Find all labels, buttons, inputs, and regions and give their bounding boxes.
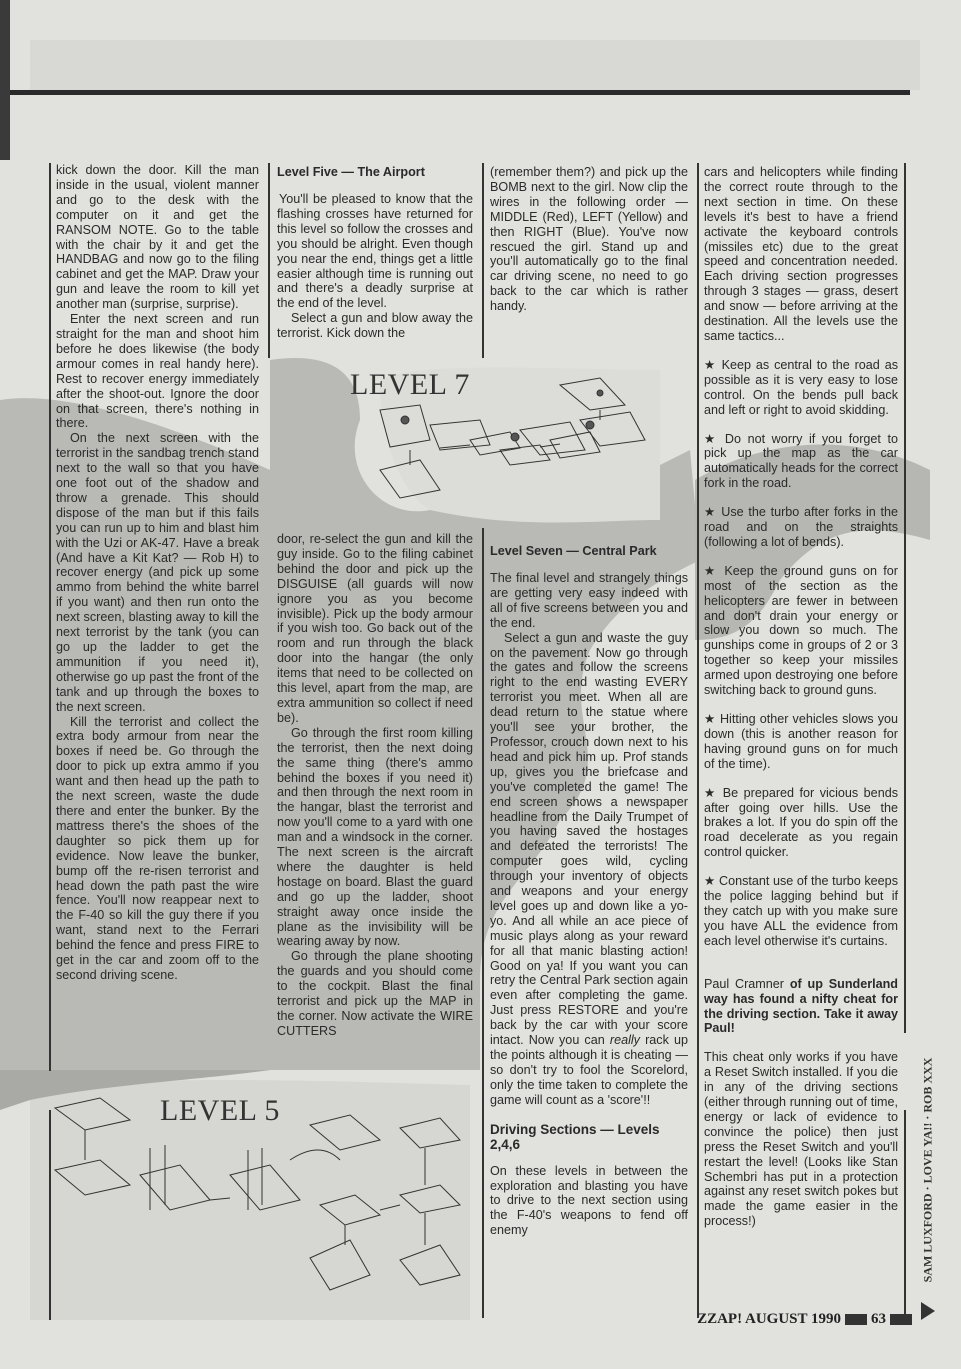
col1-paragraph-4: Kill the terrorist and collect the extra body armour from near the boxes if need be. Go through the door to pick up extra ammo if you want and then head up the path to the next screen, waste the dude there and enter the bunker. By the mattress there's the shoes of the daughter so pick them up for evidence. Now leave the bunker, bump off the re-risen terrorist and head down the path past the wire fence. You'll now reappear next to the F-40 so kill the guy there if you want, stand next to the Ferrari behind the fence and press FIRE to get in the car and zoom off to the second driving scene. [56,714,259,982]
tip-5: ★ Hitting other vehicles slows you down (this is another reason for having ground guns on for much of the time). [704,712,898,771]
col2-paragraph-2: Select a gun and blow away the terrorist. Kick down the [277,311,473,341]
col3-p3-italic: really [609,1033,640,1048]
col1-paragraph-1: kick down the door. Kill the man inside in the usual, violent manner and go to the desk with the computer on it and get the RANSOM NOTE. Go to the table with the chair by it and get the HANDBAG and now go to the filing cabinet and get the MAP. Draw your gun and leave the room to kill yet another man (surprise, surprise). [56,163,259,312]
cheat-intro-text: of up Sunderland way has found a nifty cheat for the driving section. Take it away Paul! [704,976,898,1036]
col2-paragraph-4: Go through the first room killing the terrorist, then the next doing the same thing (there's ammo behind the boxes if you need it) and then through the next room in the hangar, blast the terrorist and now you'll come to a yard with one man and a windsock in the corner. The next screen is the aircraft where the daughter is held hostage on board. Blast the guard and go up the ladder, shoot straight away once inside the plane as the invisibility will be wearing away by now. [277,725,473,949]
column-rule-left [49,163,51,1071]
side-credit [918,1040,938,1300]
column-rule-left-lower [49,1110,51,1320]
column-rule-3 [697,163,699,1318]
column-rule-2 [482,163,484,358]
heading-driving-sections: Driving Sections — Levels 2,4,6 [490,1121,660,1152]
level-7-label: LEVEL 7 [350,368,470,401]
column-3-bottom [490,544,688,1238]
col4-paragraph-1: cars and helicopters while finding the correct route through to the next section in time. On these levels it's best to have a friend activate the keyboard controls (missiles etc) due to the great speed and concentration needed. Each driving section progresses through 3 stages — grass, desert and snow — before arriving at the destination. All the levels use the same tactics... [704,165,898,343]
tip-4: ★ Keep the ground guns on for most of the section as the helicopters are fewer in between and don't drain your energy or slow you down so much. The gunships come in groups of 2 or 3 together so keep your missiles armed upon destroying one before switching back to ground guns. [704,563,898,698]
col3-paragraph-2: The final level and strangely things are getting very easy indeed with all of five screens between you and the end. [490,571,688,630]
triangle-arrow-icon [921,1302,935,1320]
column-3-top [490,165,688,314]
col3-p3-end: rack up the points although it is cheating — so don't try to fool the Scorelord, only the time taken to complete the game will count as a 'score'!! [490,1033,689,1107]
column-4 [704,165,898,1229]
column-rule-1 [268,163,270,358]
side-credit-text: SAM LUXFORD · LOVE YA!! · ROB XXX [920,1057,935,1283]
footer-magazine: ZZAP! AUGUST 1990 [697,1311,841,1327]
footer-block-icon-2 [890,1314,912,1325]
column-rule-2-lower [482,528,484,1318]
col1-paragraph-2: Enter the next screen and run straight for the man and shoot him before he does likewise (the body armour comes in real handy here). Rest to recover energy immediately after the shoot-out. Ignore the door on that screen, there's nothing in there. [56,312,259,431]
page-footer [697,1311,916,1328]
cheat-intro [704,977,898,1037]
tip-7: ★ Constant use of the turbo keeps the police lagging behind but if they catch up with you make sure you have ALL the evidence from each level otherwise it's curtains. [704,874,898,948]
col3-p3-text: Select a gun and waste the guy on the pavement. Now go through the gates and follow the screens right to the end wasting EVERY terrorist you meet. When all are dead return to the statue where you'll see your brother, the Professor, crouch down next to his head and pick him up. Prof stands up, gives you the briefcase and you've completed the game! The end screen shows a newspaper headline from the Daily Trumpet of you having saved the hostages and defeated the terrorists! The computer goes wild, cycling through your inventory of objects and weapons and your energy level goes up and down like a yo-yo. And all while an ace piece of music plays along as your reward for all that manic blasting action! Good on ya! If you want you can retry the Central Park section again even after completing the game. Just press RESTORE and you're back by the car with your score intact. Now you can [490,630,688,1048]
footer-block-icon [845,1314,867,1325]
level-5-label: LEVEL 5 [160,1094,280,1127]
column-rule-right-lower [904,1110,906,1320]
col2-paragraph-1: You'll be pleased to know that the flashing crosses have returned for this level so follow the crosses and you should be alright. Even though you near the end, things get a little easier although time is running out and there's a deadly surprise at the end of the level. [277,192,473,311]
cheat-text: This cheat only works if you have a Reset Switch installed. If you die in any of the driving sections (either through running out of time, energy or lack of evidence to convince the police) then just press the Reset Switch and you'll restart the level! (Looks like Stan Schembri has put in a protection against any reset switch pokes but made the game easier in the process!) [704,1050,898,1229]
heading-level-seven: Level Seven — Central Park [490,544,657,558]
column-rule-right [904,163,906,1033]
tip-2: ★ Do not worry if you forget to pick up the map as the car automatically heads for the correct fork in the road. [704,431,898,491]
col3-paragraph-1: (remember them?) and pick up the BOMB next to the girl. Now clip the wires in the following order — MIDDLE (Red), LEFT (Yellow) and then RIGHT (Blue). You've now rescued the girl. Stand up and you'll automatically go to the final car driving scene, no need to go back to the car which is rather handy. [490,165,688,314]
col2-paragraph-3: door, re-select the gun and kill the guy inside. Go to the filing cabinet behind the door and pick up the DISGUISE (all guards will now ignore you as you become invisible). Pick up the body armour if you wish too. Go back out of the room and run through the black door into the hangar (the only items that need to be collected on this level, apart from the map, are extra ammunition so collect if need be). [277,532,473,725]
tip-3: ★ Use the turbo after forks in the road and on the straights (following a lot of bends). [704,505,898,549]
heading-level-five: Level Five — The Airport [277,165,425,179]
col2-paragraph-5: Go through the plane shooting the guards and you should come to the cockpit. Blast the final terrorist and pick up the MAP in the corner. Now activate the WIRE CUTTERS [277,949,473,1038]
column-1 [56,163,259,983]
cheat-author: Paul Cramner [704,976,785,991]
col3-paragraph-4: On these levels in between the exploration and blasting you have to drive to the next section using the F-40's weapons to fend off enemy [490,1163,688,1238]
column-2-bottom [277,532,473,1039]
tip-6: ★ Be prepared for vicious bends after going over hills. Use the brakes a lot. If you do spin off the road decelerate as you regain control quicker. [704,785,898,860]
column-2-top [277,165,473,341]
footer-page-number: 63 [871,1311,886,1327]
col1-paragraph-3: On the next screen with the terrorist in the sandbag trench stand next to the wall so that you have one foot out of the shadow and throw a grenade. This should dispose of the man but if this fails you can run up to him and blast him with the Uzi or AK-47. Have a break (And have a Kit Kat? — Rob H) to recover energy (and pick up some ammo from behind the white barrel if you want) and then run onto the next screen, blasting away to kill the next terrorist by the tank (you can go up the ladder to get the ammunition if you need it), otherwise go up past the front of the tank and up through the boxes to the next screen. [56,431,259,714]
tip-1: ★ Keep as central to the road as possible as it is very easy to lose control. On the bends pull back and left or right to avoid skidding. [704,357,898,417]
col3-paragraph-3 [490,631,688,1108]
top-rule [8,90,910,95]
